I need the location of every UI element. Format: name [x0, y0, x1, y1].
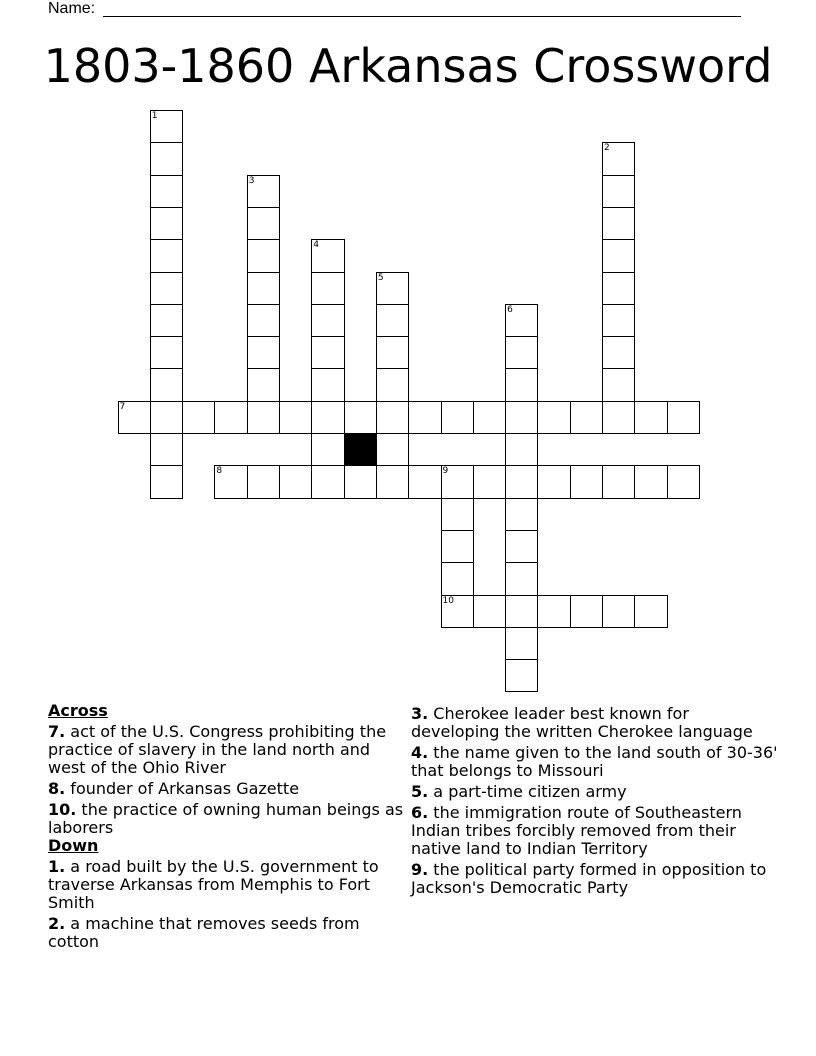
grid-cell[interactable] [537, 465, 570, 498]
grid-cell[interactable] [344, 465, 377, 498]
grid-cell[interactable] [505, 498, 538, 531]
grid-cell[interactable] [247, 272, 280, 305]
clue-text: Cherokee leader best known for developing the written Cherokee language [411, 704, 753, 741]
grid-cell[interactable] [667, 401, 700, 434]
clue-down-3 [411, 705, 781, 741]
clue-number: 3. [411, 704, 429, 723]
grid-cell[interactable] [602, 142, 635, 175]
grid-cell[interactable] [311, 304, 344, 337]
grid-cell[interactable] [602, 304, 635, 337]
clue-number: 5. [411, 782, 429, 801]
grid-cell[interactable] [634, 401, 667, 434]
clue-number: 10. [48, 800, 77, 819]
grid-block-cell [344, 433, 377, 466]
grid-cell[interactable] [602, 239, 635, 272]
grid-cell[interactable] [408, 401, 441, 434]
grid-cell[interactable] [311, 465, 344, 498]
grid-cell[interactable] [537, 595, 570, 628]
grid-cell[interactable] [247, 368, 280, 401]
clue-text: the name given to the land south of 30-36' that belongs to Missouri [411, 743, 778, 780]
grid-cell[interactable] [505, 433, 538, 466]
grid-cell[interactable] [150, 272, 183, 305]
grid-cell[interactable] [150, 304, 183, 337]
grid-cell[interactable] [376, 368, 409, 401]
grid-cell[interactable] [473, 595, 506, 628]
grid-cell[interactable] [150, 110, 183, 143]
grid-cell[interactable] [473, 465, 506, 498]
grid-cell[interactable] [150, 465, 183, 498]
grid-cell[interactable] [150, 207, 183, 240]
grid-cell[interactable] [376, 304, 409, 337]
clue-text: the political party formed in opposition to Jackson's Democratic Party [411, 860, 767, 897]
clue-across-10 [48, 801, 408, 837]
grid-cell[interactable] [150, 336, 183, 369]
grid-cell[interactable] [376, 272, 409, 305]
cell-number: 6 [507, 304, 513, 315]
cell-number: 3 [248, 175, 255, 186]
clue-across-8 [48, 780, 408, 798]
grid-cell[interactable] [634, 465, 667, 498]
grid-cell[interactable] [441, 498, 474, 531]
cell-number: 8 [216, 466, 223, 477]
grid-cell[interactable] [602, 401, 635, 434]
clue-text: a road built by the U.S. government to traverse Arkansas from Memphis to Fort Smith [48, 857, 379, 912]
grid-cell[interactable] [150, 401, 183, 434]
cell-number: 10 [442, 595, 454, 606]
page-title: 1803-1860 Arkansas Crossword [43, 39, 773, 93]
grid-cell[interactable] [505, 401, 538, 434]
clue-text: founder of Arkansas Gazette [65, 779, 300, 798]
name-label: Name: [48, 0, 96, 17]
grid-cell[interactable] [311, 272, 344, 305]
grid-cell[interactable] [279, 465, 312, 498]
grid-cell[interactable] [570, 465, 603, 498]
grid-cell[interactable] [247, 336, 280, 369]
clue-number: 9. [411, 860, 429, 879]
clues-right-column [411, 702, 781, 897]
clue-number: 6. [411, 803, 429, 822]
grid-cell[interactable] [214, 401, 247, 434]
cell-number: 1 [151, 111, 158, 121]
clue-number: 2. [48, 914, 66, 933]
grid-cell[interactable] [602, 336, 635, 369]
grid-cell[interactable] [537, 401, 570, 434]
grid-cell[interactable] [376, 401, 409, 434]
clue-number: 1. [48, 857, 66, 876]
grid-cell[interactable] [441, 562, 474, 595]
down-heading: Down [48, 836, 99, 855]
grid-cell[interactable] [214, 465, 247, 498]
cell-number: 4 [313, 240, 320, 251]
grid-cell[interactable] [602, 595, 635, 628]
grid-cell[interactable] [505, 659, 538, 692]
grid-cell[interactable] [376, 336, 409, 369]
clue-text: a part-time citizen army [428, 782, 627, 801]
grid-cell[interactable] [505, 465, 538, 498]
cell-number: 5 [377, 272, 384, 283]
grid-cell[interactable] [247, 239, 280, 272]
clue-across-7 [48, 723, 408, 777]
cell-number: 9 [442, 466, 449, 477]
grid-cell[interactable] [376, 465, 409, 498]
grid-cell[interactable] [505, 336, 538, 369]
cell-number: 2 [604, 143, 610, 154]
cell-number: 7 [119, 401, 126, 412]
grid-cell[interactable] [279, 401, 312, 434]
grid-cell[interactable] [408, 465, 441, 498]
grid-cell[interactable] [473, 401, 506, 434]
grid-cell[interactable] [570, 595, 603, 628]
grid-cell[interactable] [118, 401, 151, 434]
clue-text: a machine that removes seeds from cotton [48, 914, 360, 951]
grid-cell[interactable] [247, 207, 280, 240]
grid-cell[interactable] [505, 530, 538, 563]
grid-cell[interactable] [247, 304, 280, 337]
grid-cell[interactable] [505, 627, 538, 660]
grid-cell[interactable] [182, 401, 215, 434]
clue-down-6 [411, 804, 781, 858]
grid-cell[interactable] [150, 142, 183, 175]
clue-text: act of the U.S. Congress prohibiting the practice of slavery in the land north and west of the Ohio River [48, 722, 387, 777]
grid-cell[interactable] [505, 304, 538, 337]
clue-text: the practice of owning human beings as laborers [48, 800, 404, 837]
clue-text: the immigration route of Southeastern Indian tribes forcibly removed from their native land to Indian Territory [411, 803, 742, 858]
grid-cell[interactable] [602, 175, 635, 208]
grid-cell[interactable] [505, 595, 538, 628]
grid-cell[interactable] [311, 368, 344, 401]
clues-left-column [48, 702, 408, 951]
grid-cell[interactable] [441, 401, 474, 434]
grid-cell[interactable] [344, 401, 377, 434]
clue-down-4 [411, 744, 781, 780]
grid-cell[interactable] [150, 368, 183, 401]
clue-number: 7. [48, 722, 66, 741]
grid-cell[interactable] [150, 175, 183, 208]
grid-cell[interactable] [602, 368, 635, 401]
clue-down-1 [48, 858, 408, 912]
grid-cell[interactable] [311, 401, 344, 434]
grid-cell[interactable] [150, 433, 183, 466]
grid-cell[interactable] [602, 272, 635, 305]
grid-cell[interactable] [602, 465, 635, 498]
clue-number: 8. [48, 779, 66, 798]
grid-cell[interactable] [247, 465, 280, 498]
grid-cell[interactable] [247, 175, 280, 208]
grid-cell[interactable] [247, 401, 280, 434]
clue-down-9 [411, 861, 781, 897]
grid-cell[interactable] [505, 368, 538, 401]
grid-cell[interactable] [150, 239, 183, 272]
grid-cell[interactable] [311, 239, 344, 272]
grid-cell[interactable] [311, 433, 344, 466]
grid-cell[interactable] [634, 595, 667, 628]
clue-down-2 [48, 915, 408, 951]
across-heading: Across [48, 701, 108, 720]
grid-cell[interactable] [441, 595, 474, 628]
grid-cell[interactable] [441, 465, 474, 498]
clue-number: 4. [411, 743, 429, 762]
grid-cell[interactable] [505, 562, 538, 595]
grid-cell[interactable] [570, 401, 603, 434]
grid-cell[interactable] [441, 530, 474, 563]
grid-cell[interactable] [602, 207, 635, 240]
grid-cell[interactable] [667, 465, 700, 498]
grid-cell[interactable] [376, 433, 409, 466]
grid-cell[interactable] [311, 336, 344, 369]
clue-down-5 [411, 783, 781, 801]
